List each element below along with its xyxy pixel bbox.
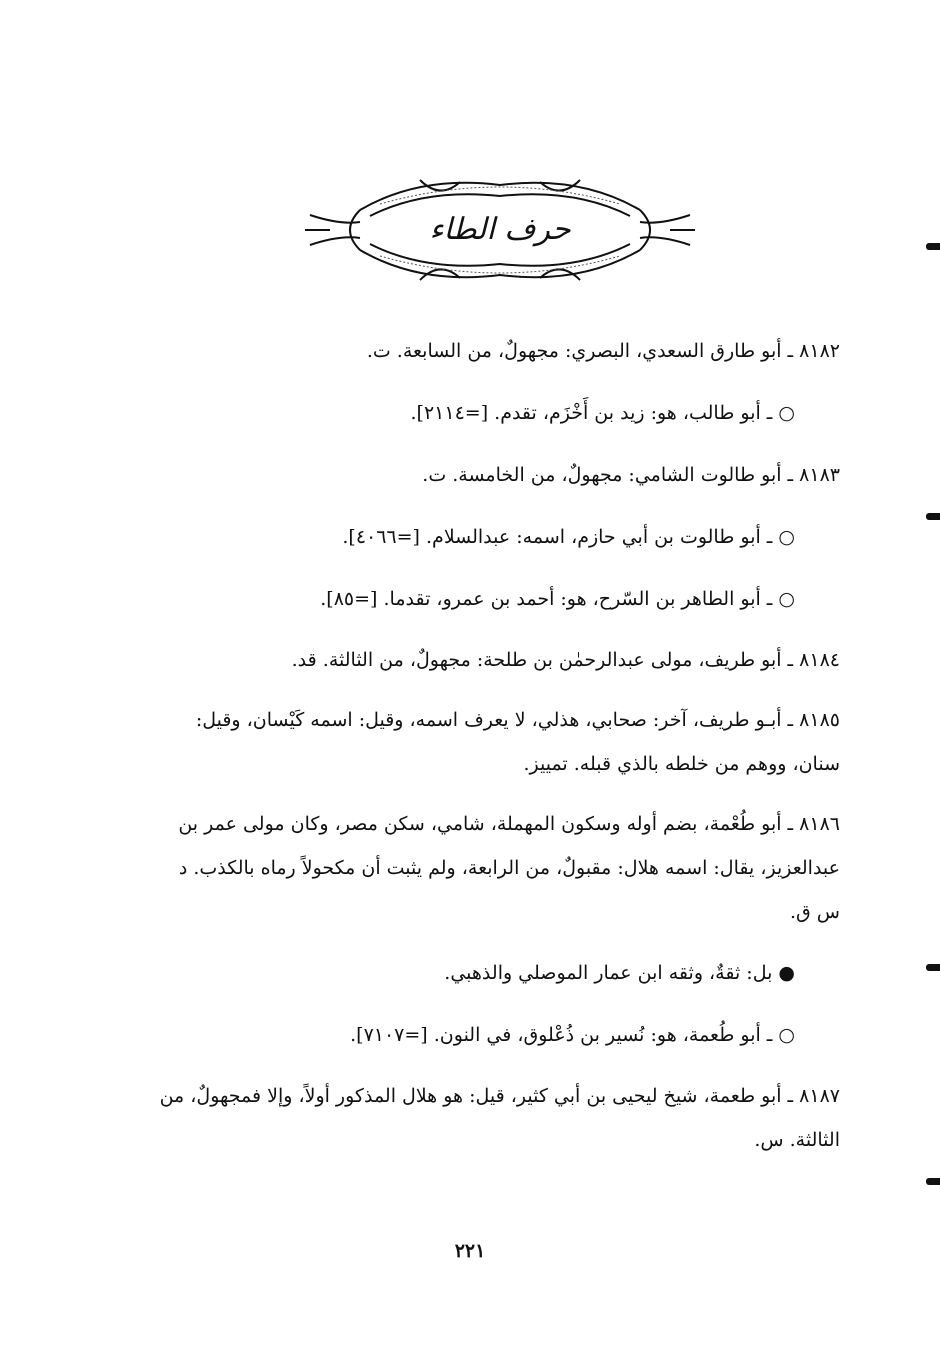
page-number: ٢٢١: [454, 1240, 486, 1262]
entry-8185: ٨١٨٥ ـ أبـو طريف، آخر: صحابي، هذلي، لا يعرف اسمه، وقيل: اسمه كَيْسان، وقيل: سنان، ووهم من خلطه بالذي قبله. تمييز.: [195, 709, 840, 775]
editor-note: ● بل: ثقةٌ، وثقه ابن عمار الموصلي والذهبي.: [444, 962, 795, 984]
cross-reference-abu-al-tahir: ○ ـ أبو الطاهر بن السّرح، هو: أحمد بن عمرو، تقدما. [=٨٥].: [320, 588, 795, 610]
edge-mark: [926, 1178, 940, 1185]
entry-8186: ٨١٨٦ ـ أبو طُعْمة، بضم أوله وسكون المهملة، شامي، سكن مصر، وكان مولى عمر بن عبدالعزيز، يقال: اسمه هلال: مقبولٌ، من الرابعة، ولم يثبت أن مكحولاً رماه بالكذب. د س ق.: [178, 813, 840, 923]
cross-reference-abu-talut: ○ ـ أبو طالوت بن أبي حازم، اسمه: عبدالسلام. [=٤٠٦٦].: [342, 526, 795, 548]
entry-8184: ٨١٨٤ ـ أبو طريف، مولى عبدالرحمٰن بن طلحة: مجهولٌ، من الثالثة. قد.: [291, 649, 840, 671]
cross-reference-abu-talib: ○ ـ أبو طالب، هو: زيد بن أَخْزَم، تقدم. [=٢١١٤].: [410, 402, 795, 424]
entry-8183: ٨١٨٣ ـ أبو طالوت الشامي: مجهولٌ، من الخامسة. ت.: [422, 464, 840, 486]
entry-8182: ٨١٨٢ ـ أبو طارق السعدي، البصري: مجهولٌ، من السابعة. ت.: [366, 340, 840, 362]
section-title: حرف الطاء: [429, 212, 571, 247]
edge-mark: [926, 964, 940, 971]
entry-list: [150, 328, 840, 1178]
cross-reference-abu-tumah: ○ ـ أبو طُعمة، هو: نُسير بن ذُعْلوق، في النون. [=٧١٠٧].: [350, 1024, 795, 1046]
edge-mark: [926, 513, 940, 520]
edge-mark: [926, 243, 940, 250]
entry-8187: ٨١٨٧ ـ أبو طعمة، شيخ ليحيى بن أبي كثير، قيل: هو هلال المذكور أولاً، وإلا فمجهولٌ، من الثالثة. س.: [159, 1085, 840, 1151]
